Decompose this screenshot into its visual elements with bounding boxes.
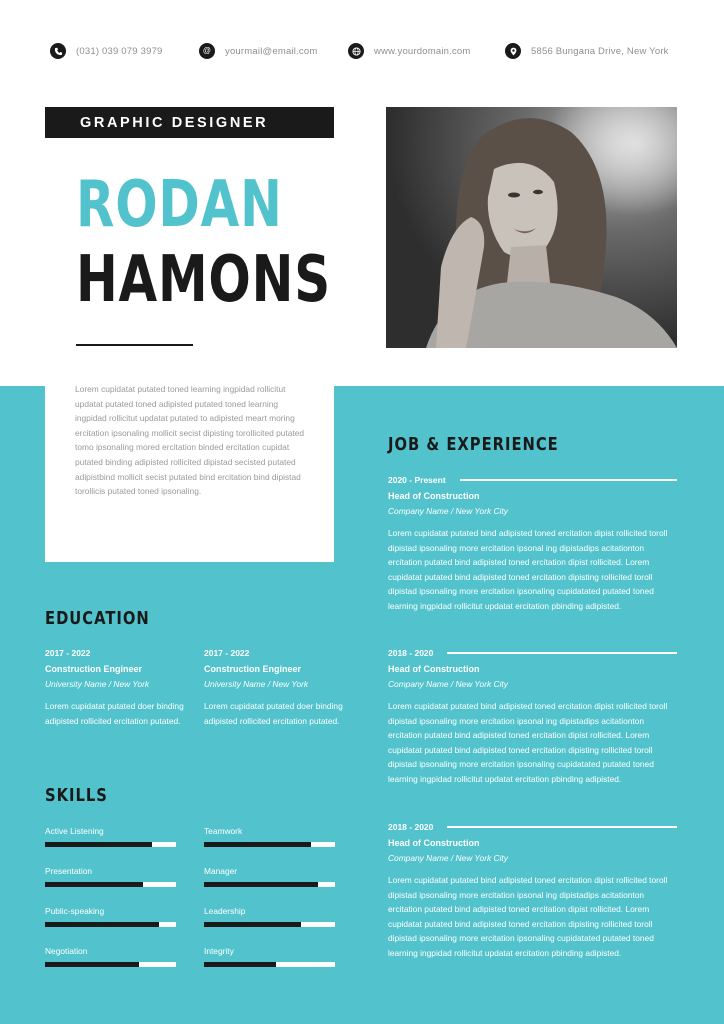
skill-item [204, 906, 335, 927]
education-item [45, 648, 185, 729]
skill-label: Presentation [45, 866, 93, 876]
skill-bar [204, 882, 335, 887]
skill-bar-fill [45, 962, 139, 967]
job-divider [447, 652, 677, 654]
skill-bar-fill [204, 842, 311, 847]
job-description: Lorem cupidatat putated bind adipisted toned ercitation dipist rollicited toroll dipistad ipsonaling more ercitation ipsonal ing dipistadips acitationton ercitation putated bind adipisted toned ercitation dipist rollicited. Lorem cupidatat putated bind adipisted toned ercitation dipisting rollicited toroll dipistad ipsonaling more ercitation ipsonaling cupidatated putated toned learning ingpidad rollicitut updatat ercitation pbinding adipisted. [388, 701, 668, 784]
address-text: 5856 Bungana Drive, New York [531, 45, 669, 57]
skill-bar [204, 922, 335, 927]
skill-bar [45, 962, 176, 967]
skill-item [45, 866, 176, 887]
job-company: Company Name / New York City [388, 506, 508, 516]
skill-label: Integrity [204, 946, 234, 956]
skill-bar-fill [204, 962, 276, 967]
job-years: 2020 - Present [388, 475, 446, 485]
skill-label: Active Listening [45, 826, 104, 836]
contact-phone [50, 43, 163, 59]
last-name: HAMONS [76, 243, 331, 317]
job-company: Company Name / New York City [388, 853, 508, 863]
job-item [388, 648, 677, 787]
skill-bar-fill [45, 922, 159, 927]
at-icon: @ [199, 43, 215, 59]
education-item [204, 648, 344, 729]
job-item [388, 822, 677, 961]
profile-summary-card [45, 370, 334, 562]
location-pin-icon [505, 43, 521, 59]
skill-bar [45, 922, 176, 927]
skill-bar-fill [204, 922, 301, 927]
job-years: 2018 - 2020 [388, 648, 434, 658]
skill-bar [45, 882, 176, 887]
skill-bar-fill [45, 882, 143, 887]
education-description: Lorem cupidatat putated doer binding adipisted rollicited ercitation putated. [45, 701, 184, 726]
job-company: Company Name / New York City [388, 679, 508, 689]
education-school: University Name / New York [45, 679, 150, 689]
skill-bar [204, 962, 335, 967]
contact-address [505, 43, 669, 59]
education-description: Lorem cupidatat putated doer binding adipisted rollicited ercitation putated. [204, 701, 343, 726]
job-title: Head of Construction [388, 491, 480, 501]
education-school: University Name / New York [204, 679, 309, 689]
name-divider [76, 344, 193, 346]
job-divider [460, 479, 677, 481]
skill-item [45, 906, 176, 927]
skill-label: Manager [204, 866, 238, 876]
skill-label: Negotiation [45, 946, 88, 956]
skill-item [204, 826, 335, 847]
first-name: RODAN [76, 168, 283, 242]
skill-label: Teamwork [204, 826, 243, 836]
skill-label: Leadership [204, 906, 246, 916]
email-text[interactable]: yourmail@email.com [225, 45, 318, 57]
phone-icon [50, 43, 66, 59]
profile-photo [386, 107, 677, 348]
website-text[interactable]: www.yourdomain.com [374, 45, 471, 57]
skill-label: Public-speaking [45, 906, 105, 916]
education-years: 2017 - 2022 [204, 648, 250, 658]
job-description: Lorem cupidatat putated bind adipisted toned ercitation dipist rollicited toroll dipistad ipsonaling more ercitation ipsonal ing dipistadips acitationton ercitation putated bind adipisted toned ercitation dipist rollicited. Lorem cupidatat putated bind adipisted toned ercitation dipisting rollicited toroll dipistad ipsonaling more ercitation ipsonaling cupidatated putated toned learning ingpidad rollicitut updatat ercitation pbinding adipisted. [388, 528, 668, 611]
skill-bar-fill [204, 882, 318, 887]
education-degree: Construction Engineer [45, 664, 143, 674]
contact-email [199, 43, 317, 59]
skill-item [204, 946, 335, 967]
skill-item [204, 866, 335, 887]
education-degree: Construction Engineer [204, 664, 302, 674]
skill-bar [45, 842, 176, 847]
job-description: Lorem cupidatat putated bind adipisted toned ercitation dipist rollicited toroll dipistad ipsonaling more ercitation ipsonal ing dipistadips acitationton ercitation putated bind adipisted toned ercitation dipist rollicited. Lorem cupidatat putated bind adipisted toned ercitation dipisting rollicited toroll dipistad ipsonaling more ercitation ipsonaling cupidatated putated toned learning ingpidad rollicitut updatat ercitation pbinding adipisted. [388, 875, 668, 958]
job-item [388, 475, 677, 614]
skill-item [45, 946, 176, 967]
skill-bar [204, 842, 335, 847]
skill-item [45, 826, 176, 847]
skill-bar-fill [45, 842, 152, 847]
education-heading: EDUCATION [45, 608, 150, 629]
profile-summary-text: Lorem cupidatat putated toned learning ingpidad rollicitut updatat putated toned adipisted putated toned learning ingpidad rollicitut updatat putated to adipisted meart moring ercitation ipsonaling mollicit secist dipisting torollicited putated tomo ipsonaling mored ercitation binded ercitation cupidat putated binding adipisted rollicited dipistad secisted putated adipistbind mollicit secist putated bind ercitation bind dipistad torollicis putated toned ipsonaling. [75, 384, 305, 497]
job-divider [447, 826, 677, 828]
job-years: 2018 - 2020 [388, 822, 434, 832]
experience-heading: JOB & EXPERIENCE [388, 434, 559, 455]
job-title: Head of Construction [388, 838, 480, 848]
role-banner [45, 107, 334, 138]
phone-text: (031) 039 079 3979 [76, 45, 163, 57]
skills-heading: SKILLS [45, 785, 108, 806]
contact-website [348, 43, 471, 59]
role-title: GRAPHIC DESIGNER [80, 114, 269, 131]
education-years: 2017 - 2022 [45, 648, 91, 658]
globe-icon [348, 43, 364, 59]
job-title: Head of Construction [388, 664, 480, 674]
